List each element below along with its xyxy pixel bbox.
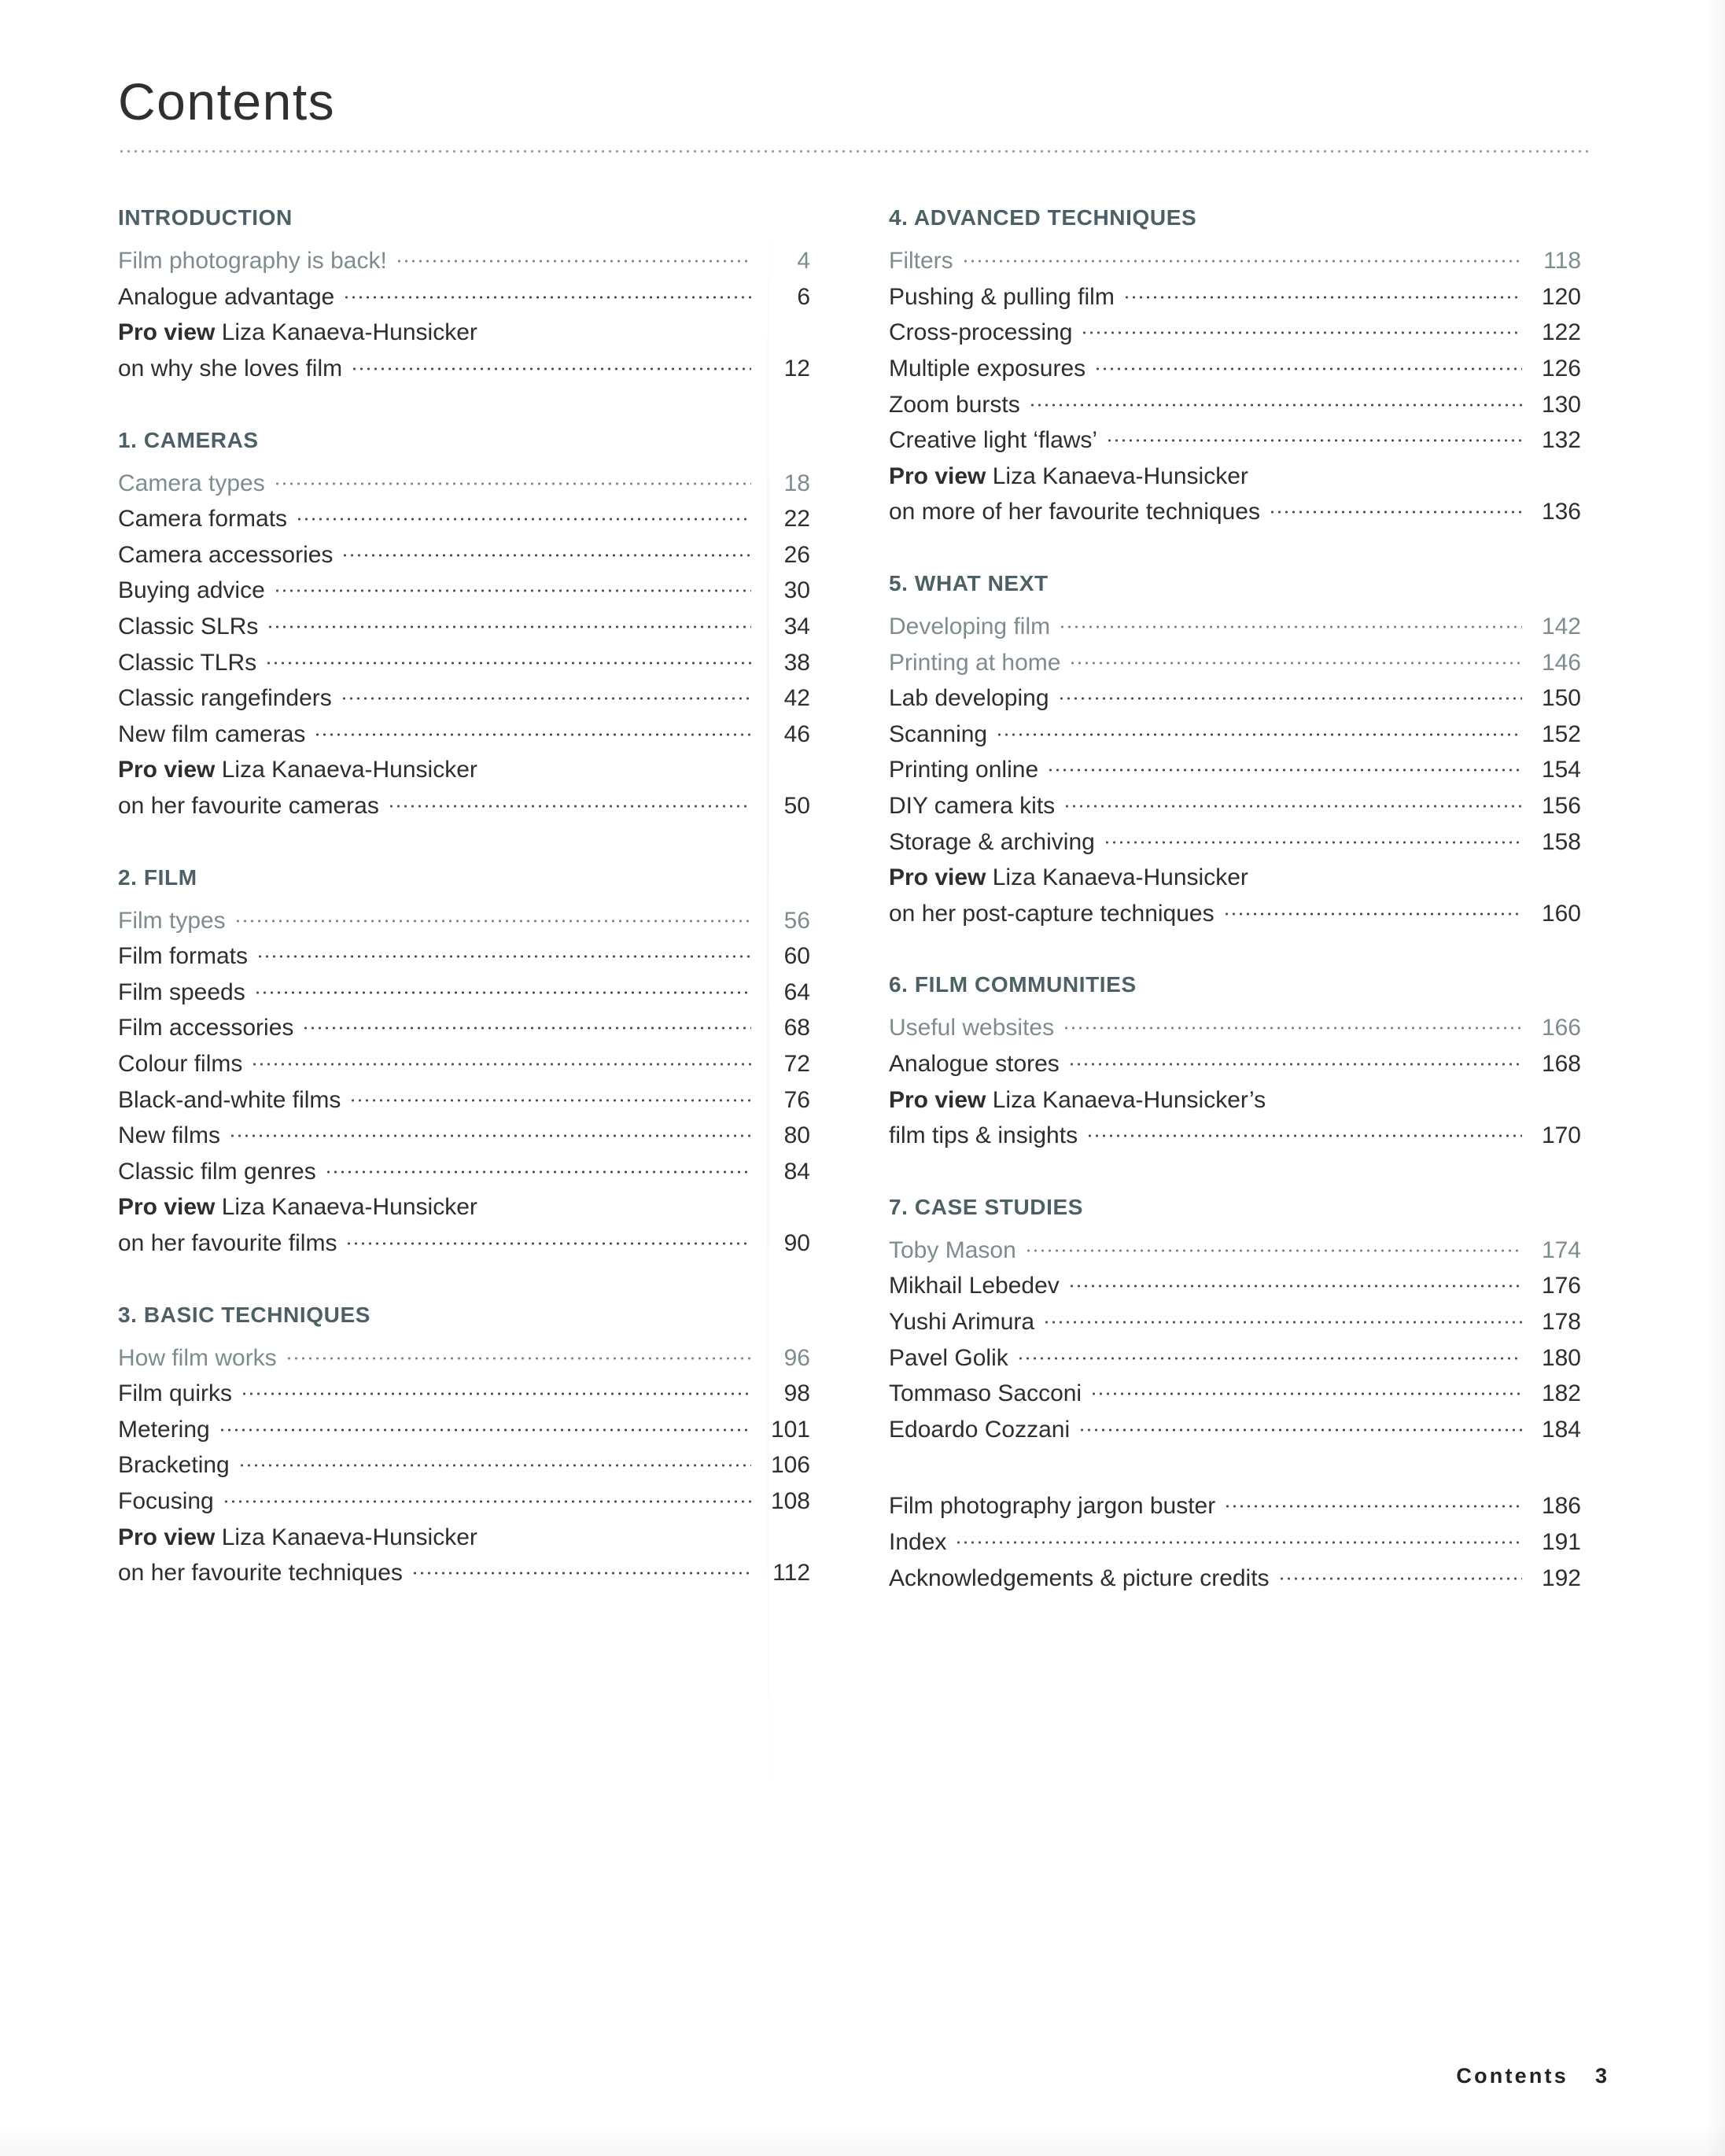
contents-entry-label: Yushi Arimura	[889, 1308, 1035, 1335]
contents-entry-label: How film works	[118, 1344, 277, 1371]
contents-entry-page-number: 76	[783, 1086, 810, 1113]
contents-entry[interactable]	[889, 788, 1581, 824]
contents-entry-byline[interactable]	[118, 1189, 810, 1225]
contents-entry[interactable]	[889, 243, 1581, 279]
contents-section	[889, 1195, 1581, 1448]
contents-entry[interactable]	[889, 1268, 1581, 1304]
contents-dot-leader	[1224, 1493, 1522, 1513]
contents-section	[118, 428, 810, 824]
contents-entry[interactable]	[889, 422, 1581, 459]
contents-entry-page-number: 136	[1541, 499, 1581, 525]
contents-entry-page-number: 170	[1541, 1122, 1581, 1149]
contents-entry[interactable]	[118, 1154, 810, 1190]
contents-dot-leader	[349, 1087, 751, 1107]
contents-entry-label: New film cameras	[118, 721, 306, 747]
contents-entry[interactable]	[118, 717, 810, 753]
contents-entry-label: Edoardo Cozzani	[889, 1416, 1071, 1443]
contents-dot-leader	[1106, 427, 1522, 448]
contents-entry-page-number: 178	[1541, 1308, 1581, 1335]
contents-entry-label: Film photography jargon buster	[889, 1493, 1216, 1520]
contents-entry-page-number: 180	[1541, 1344, 1581, 1371]
contents-entry-label: Cross-processing	[889, 319, 1073, 346]
contents-dot-leader	[1094, 356, 1522, 376]
contents-dot-leader	[351, 356, 751, 376]
contents-section-heading: INTRODUCTION	[118, 205, 293, 230]
contents-entry-label: Metering	[118, 1416, 210, 1443]
contents-entry-page-number: 126	[1541, 356, 1581, 382]
contents-entry[interactable]	[118, 537, 810, 573]
contents-section-heading: 7. CASE STUDIES	[889, 1194, 1084, 1219]
contents-dot-leader	[314, 721, 751, 742]
contents-entry-page-number: 176	[1541, 1273, 1581, 1299]
contents-dot-leader	[341, 685, 751, 706]
contents-dot-leader	[241, 1380, 751, 1401]
contents-entry-page-number: 150	[1541, 685, 1581, 712]
contents-entry-page-number: 130	[1541, 391, 1581, 418]
contents-entry-page-number: 84	[783, 1158, 810, 1185]
contents-dot-leader	[962, 248, 1522, 268]
contents-dot-leader	[1269, 499, 1522, 519]
contents-entry-page-number: 186	[1541, 1493, 1581, 1520]
contents-entry-label: Multiple exposures	[889, 356, 1086, 382]
contents-entry-label: Camera accessories	[118, 541, 334, 568]
contents-entry[interactable]	[118, 1340, 810, 1377]
contents-entry-label: Black-and-white films	[118, 1086, 341, 1113]
contents-entry-label: Colour films	[118, 1050, 243, 1077]
contents-dot-leader	[219, 1417, 751, 1437]
contents-entry-page-number: 26	[783, 541, 810, 568]
contents-entry-label: Acknowledgements & picture credits	[889, 1564, 1270, 1591]
contents-dot-leader	[274, 470, 751, 491]
contents-dot-leader	[274, 577, 751, 598]
contents-entry[interactable]	[118, 1010, 810, 1046]
contents-entry[interactable]	[889, 1412, 1581, 1448]
contents-entry[interactable]	[118, 609, 810, 645]
page-footer	[1456, 2064, 1607, 2088]
contents-entry[interactable]	[889, 279, 1581, 315]
contents-entry-label: Classic rangefinders	[118, 685, 332, 712]
contents-entry[interactable]	[889, 1488, 1581, 1524]
contents-entry-label: Pro view Liza Kanaeva-Hunsicker’s	[889, 1086, 1266, 1113]
contents-entry-page-number: 146	[1541, 649, 1581, 676]
contents-entry-page-number: 22	[783, 506, 810, 533]
contents-entry-byline[interactable]	[118, 315, 810, 351]
contents-entry[interactable]	[889, 387, 1581, 423]
contents-dot-leader	[1029, 392, 1522, 412]
contents-entry-page-number: 108	[770, 1487, 810, 1514]
contents-dot-leader	[286, 1345, 751, 1365]
contents-dot-leader	[1063, 1015, 1522, 1035]
contents-entry[interactable]	[118, 680, 810, 717]
contents-entry-label: Focusing	[118, 1487, 214, 1514]
contents-entry-label: Filters	[889, 248, 953, 275]
contents-entry-page-number: 50	[783, 793, 810, 820]
page-title: Contents	[118, 72, 336, 131]
contents-entry-label: Classic TLRs	[118, 649, 257, 676]
contents-entry[interactable]	[889, 896, 1581, 932]
contents-entry-page-number: 120	[1541, 283, 1581, 310]
contents-entry-page-number: 182	[1541, 1380, 1581, 1407]
contents-entry-page-number: 106	[770, 1452, 810, 1479]
contents-entry[interactable]	[889, 1561, 1581, 1597]
contents-entry-page-number: 160	[1541, 900, 1581, 927]
contents-entry-label: Toby Mason	[889, 1236, 1016, 1263]
contents-section	[889, 972, 1581, 1153]
contents-entry-page-number: 90	[783, 1229, 810, 1256]
contents-page	[118, 72, 1613, 1596]
contents-entry-label: Classic film genres	[118, 1158, 316, 1185]
contents-section-heading: 5. WHAT NEXT	[889, 571, 1049, 596]
contents-dot-leader	[1223, 901, 1522, 921]
contents-dot-leader	[341, 542, 751, 562]
contents-entry-page-number: 156	[1541, 793, 1581, 820]
contents-entry-byline[interactable]	[889, 860, 1581, 896]
contents-entry[interactable]	[118, 1082, 810, 1119]
contents-entry-label: Classic SLRs	[118, 614, 259, 640]
contents-entry[interactable]	[118, 1447, 810, 1483]
contents-entry-page-number: 184	[1541, 1416, 1581, 1443]
contents-dot-leader	[1068, 1051, 1522, 1071]
contents-entry-page-number: 98	[783, 1380, 810, 1407]
contents-entry-page-number: 192	[1541, 1564, 1581, 1591]
contents-entry-label: Developing film	[889, 614, 1051, 640]
contents-entry[interactable]	[889, 351, 1581, 387]
contents-dot-leader	[251, 1051, 751, 1071]
contents-entry-page-number: 6	[797, 283, 810, 310]
contents-entry-label: Camera types	[118, 470, 265, 496]
contents-dot-leader	[1025, 1237, 1522, 1258]
contents-entry-label: on her favourite films	[118, 1229, 337, 1256]
contents-dot-leader	[1017, 1345, 1522, 1365]
contents-dot-leader	[955, 1529, 1522, 1550]
contents-entry-label: on why she loves film	[118, 356, 343, 382]
contents-dot-leader	[1047, 757, 1522, 777]
contents-entry-page-number: 191	[1541, 1528, 1581, 1555]
contents-entry[interactable]	[118, 1118, 810, 1154]
contents-entry-label: on her post-capture techniques	[889, 900, 1215, 927]
contents-entry[interactable]	[118, 279, 810, 315]
contents-dot-leader	[343, 284, 751, 304]
contents-entry-page-number: 142	[1541, 614, 1581, 640]
contents-entry-label: Mikhail Lebedev	[889, 1273, 1060, 1299]
contents-dot-leader	[1058, 685, 1522, 706]
contents-columns	[118, 205, 1613, 1596]
contents-entry-label: Film photography is back!	[118, 248, 387, 275]
contents-entry[interactable]	[889, 680, 1581, 717]
contents-dot-leader	[1123, 284, 1522, 304]
contents-entry[interactable]	[118, 1225, 810, 1262]
contents-entry[interactable]	[889, 752, 1581, 788]
contents-entry[interactable]	[118, 501, 810, 537]
contents-dot-leader	[1090, 1380, 1522, 1401]
contents-entry[interactable]	[889, 1233, 1581, 1269]
contents-entry[interactable]	[118, 938, 810, 975]
contents-entry[interactable]	[118, 351, 810, 387]
contents-entry-label: on her favourite techniques	[118, 1560, 403, 1587]
contents-entry-page-number: 152	[1541, 721, 1581, 747]
contents-entry-label: Creative light ‘flaws’	[889, 427, 1098, 454]
contents-entry[interactable]	[889, 1376, 1581, 1412]
title-dotted-rule	[118, 149, 1589, 153]
contents-entry[interactable]	[889, 1010, 1581, 1046]
contents-entry[interactable]	[118, 1046, 810, 1082]
contents-dot-leader	[1059, 614, 1522, 634]
contents-section-heading: 3. BASIC TECHNIQUES	[118, 1302, 370, 1327]
contents-entry-page-number: 42	[783, 685, 810, 712]
contents-entry[interactable]	[118, 243, 810, 279]
contents-dot-leader	[396, 248, 751, 268]
contents-dot-leader	[388, 793, 751, 813]
contents-entry-label: Printing at home	[889, 649, 1061, 676]
contents-dot-leader	[229, 1122, 751, 1143]
contents-section-heading: 2. FILM	[118, 864, 197, 890]
contents-entry[interactable]	[889, 1118, 1581, 1154]
contents-dot-leader	[296, 506, 751, 526]
contents-entry-page-number: 38	[783, 649, 810, 676]
contents-entry-label: Pavel Golik	[889, 1344, 1008, 1371]
contents-entry-byline[interactable]	[118, 752, 810, 788]
contents-dot-leader	[1068, 1273, 1522, 1293]
contents-entry-page-number: 34	[783, 614, 810, 640]
contents-entry-page-number: 64	[783, 978, 810, 1005]
contents-entry-page-number: 174	[1541, 1236, 1581, 1263]
footer-page-number: 3	[1594, 2064, 1607, 2088]
contents-entry-page-number: 96	[783, 1344, 810, 1371]
contents-entry-page-number: 56	[783, 907, 810, 934]
contents-entry-label: Useful websites	[889, 1015, 1055, 1041]
contents-entry[interactable]	[889, 1304, 1581, 1340]
contents-entry-label: Analogue stores	[889, 1050, 1060, 1077]
contents-entry-page-number: 118	[1543, 248, 1581, 275]
contents-dot-leader	[254, 979, 751, 1000]
contents-entry[interactable]	[889, 315, 1581, 351]
contents-entry-label: Film speeds	[118, 978, 245, 1005]
contents-entry-page-number: 68	[783, 1015, 810, 1041]
contents-dot-leader	[1069, 650, 1522, 670]
contents-dot-leader	[411, 1560, 751, 1580]
contents-dot-leader	[345, 1230, 751, 1251]
contents-entry-page-number: 46	[783, 721, 810, 747]
contents-entry[interactable]	[118, 903, 810, 939]
contents-entry-label: Film formats	[118, 943, 248, 970]
contents-entry-label: Pushing & pulling film	[889, 283, 1115, 310]
contents-entry[interactable]	[889, 645, 1581, 681]
contents-section	[118, 205, 810, 386]
contents-entry-label: Pro view Liza Kanaeva-Hunsicker	[118, 1194, 477, 1221]
contents-entry-page-number: 18	[783, 470, 810, 496]
contents-entry[interactable]	[889, 1046, 1581, 1082]
contents-dot-leader	[238, 1452, 751, 1472]
contents-dot-leader	[1043, 1309, 1522, 1329]
contents-dot-leader	[1278, 1565, 1522, 1586]
contents-entry-label: Analogue advantage	[118, 283, 335, 310]
contents-entry-page-number: 168	[1541, 1050, 1581, 1077]
contents-dot-leader	[265, 650, 751, 670]
contents-section	[889, 571, 1581, 931]
contents-entry-label: Lab developing	[889, 685, 1049, 712]
contents-entry-label: film tips & insights	[889, 1122, 1078, 1149]
contents-dot-leader	[256, 943, 751, 964]
contents-entry-label: Film accessories	[118, 1015, 294, 1041]
contents-entry-label: Pro view Liza Kanaeva-Hunsicker	[118, 1524, 477, 1550]
footer-label: Contents	[1456, 2064, 1568, 2088]
contents-column-right	[889, 205, 1581, 1596]
contents-entry-label: Storage & archiving	[889, 828, 1095, 855]
contents-entry[interactable]	[118, 1555, 810, 1591]
contents-entry-page-number: 30	[783, 577, 810, 604]
contents-entry-label: Pro view Liza Kanaeva-Hunsicker	[889, 864, 1248, 891]
contents-section-heading: 1. CAMERAS	[118, 427, 259, 452]
contents-entry-label: Zoom bursts	[889, 391, 1020, 418]
contents-entry-page-number: 122	[1541, 319, 1581, 346]
contents-entry[interactable]	[889, 609, 1581, 645]
contents-entry[interactable]	[889, 824, 1581, 861]
contents-entry-page-number: 4	[797, 248, 810, 275]
contents-section-heading: 6. FILM COMMUNITIES	[889, 972, 1137, 997]
contents-entry-label: Index	[889, 1528, 947, 1555]
contents-entry-page-number: 80	[783, 1122, 810, 1149]
contents-section-back-matter	[889, 1488, 1581, 1596]
contents-section	[889, 205, 1581, 530]
contents-entry-page-number: 158	[1541, 828, 1581, 855]
contents-dot-leader	[1086, 1122, 1522, 1143]
contents-entry-byline[interactable]	[889, 459, 1581, 495]
contents-dot-leader	[1104, 829, 1522, 850]
contents-entry-label: Film types	[118, 907, 226, 934]
contents-entry-page-number: 101	[770, 1416, 810, 1443]
contents-column-left	[118, 205, 810, 1590]
contents-entry-page-number: 72	[783, 1050, 810, 1077]
contents-entry[interactable]	[118, 466, 810, 502]
contents-entry[interactable]	[118, 573, 810, 609]
contents-entry-page-number: 112	[772, 1560, 810, 1587]
contents-entry[interactable]	[118, 975, 810, 1011]
contents-entry-label: DIY camera kits	[889, 793, 1056, 820]
contents-entry-label: Printing online	[889, 757, 1039, 783]
contents-dot-leader	[223, 1488, 751, 1509]
contents-entry-label: Camera formats	[118, 506, 288, 533]
contents-entry-page-number: 166	[1541, 1015, 1581, 1041]
contents-section	[118, 865, 810, 1262]
contents-entry[interactable]	[889, 1524, 1581, 1561]
contents-dot-leader	[1063, 793, 1522, 813]
contents-entry-label: Buying advice	[118, 577, 265, 604]
contents-entry[interactable]	[118, 788, 810, 824]
contents-entry-label: New films	[118, 1122, 221, 1149]
contents-entry-label: on more of her favourite techniques	[889, 499, 1260, 525]
contents-entry-byline[interactable]	[889, 1082, 1581, 1119]
contents-entry-page-number: 132	[1541, 427, 1581, 454]
contents-entry-label: Film quirks	[118, 1380, 233, 1407]
contents-entry-page-number: 154	[1541, 757, 1581, 783]
contents-entry-label: on her favourite cameras	[118, 793, 379, 820]
contents-dot-leader	[325, 1159, 751, 1179]
contents-dot-leader	[302, 1015, 751, 1035]
contents-entry[interactable]	[118, 1412, 810, 1448]
contents-entry-label: Pro view Liza Kanaeva-Hunsicker	[118, 319, 477, 346]
contents-dot-leader	[234, 908, 751, 928]
contents-entry[interactable]	[889, 1340, 1581, 1377]
contents-dot-leader	[996, 721, 1522, 742]
contents-entry-label: Pro view Liza Kanaeva-Hunsicker	[118, 757, 477, 783]
contents-entry-label: Bracketing	[118, 1452, 230, 1479]
contents-entry-label: Scanning	[889, 721, 988, 747]
contents-entry-byline[interactable]	[118, 1520, 810, 1556]
contents-entry-page-number: 12	[783, 356, 810, 382]
contents-section	[118, 1303, 810, 1591]
contents-dot-leader	[267, 614, 751, 634]
contents-entry-label: Tommaso Sacconi	[889, 1380, 1082, 1407]
contents-entry[interactable]	[118, 1376, 810, 1412]
contents-entry[interactable]	[889, 717, 1581, 753]
contents-entry[interactable]	[889, 494, 1581, 530]
contents-section-heading: 4. ADVANCED TECHNIQUES	[889, 205, 1197, 230]
contents-entry-label: Pro view Liza Kanaeva-Hunsicker	[889, 463, 1248, 489]
contents-dot-leader	[1081, 319, 1522, 340]
contents-entry[interactable]	[118, 1483, 810, 1520]
contents-entry-page-number: 60	[783, 943, 810, 970]
contents-dot-leader	[1078, 1417, 1522, 1437]
contents-entry[interactable]	[118, 645, 810, 681]
